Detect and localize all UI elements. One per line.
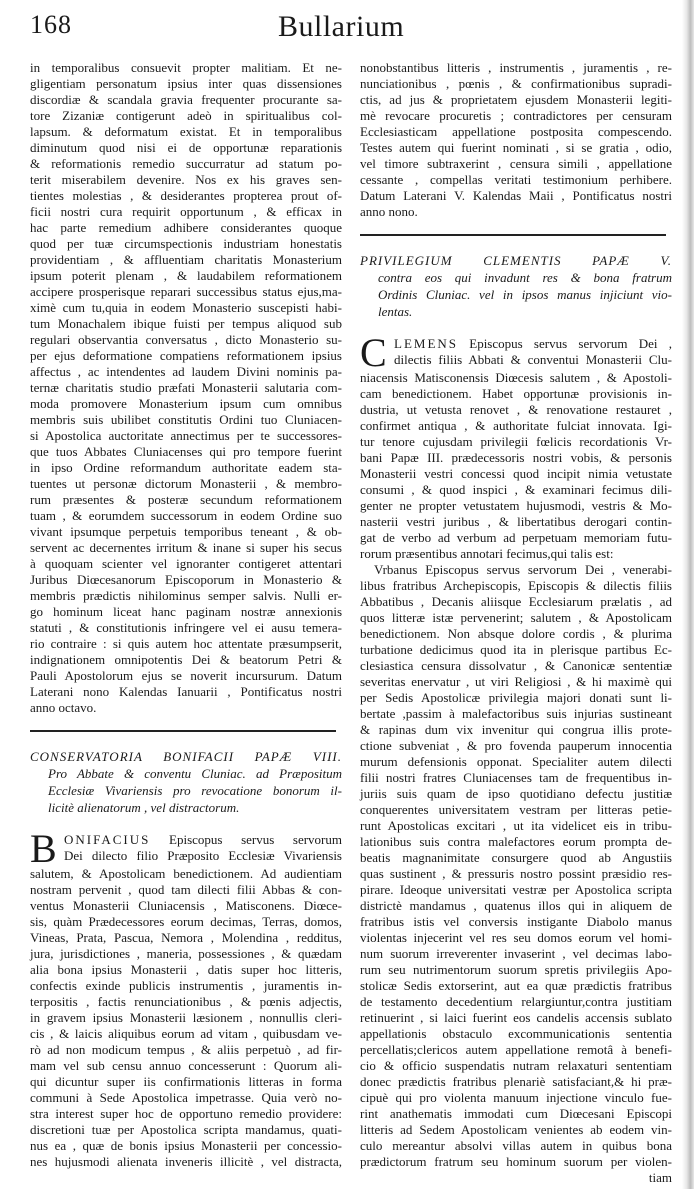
text-line: ternæ charitatis studio præfati Monasterii salutaria com-: [30, 380, 342, 395]
text-line: anno octavo.: [30, 700, 97, 715]
text-line: prædictorum fratrum seu hominum suorum per violen-: [360, 1154, 672, 1169]
text-line: servent ac decernentes irritum & inane si super his secus: [30, 540, 342, 555]
text-line: accipere prosperisque reparari successibus status ejus,ma-: [30, 284, 342, 299]
opening-line-rest: Episcopus servus servorum: [169, 832, 343, 847]
text-line: benedictionem. Non absque dolore cordis , & plurima: [360, 626, 672, 641]
text-line: tuam , & eorumdem successorum in eodem Ordine suo: [30, 508, 342, 523]
section-title-bonifacius: CONSERVATORIA BONIFACII PAPÆ VIII.: [30, 749, 342, 764]
text-line: per Sedis Apostolicæ privilegia majori donati sunt li-: [360, 690, 672, 705]
text-line: Datum Laterani V. Kalendas Maii , Pontificatus nostri: [360, 188, 672, 203]
text-line: tientes molestias , & desiderantes propterea prout of-: [30, 188, 342, 203]
text-line: terpositis , factis renunciationibus , & pœnis adjectis,: [30, 994, 342, 1009]
text-line: [30, 832, 342, 848]
drop-cap: C: [360, 330, 387, 375]
left-column: [30, 60, 342, 1170]
letter-opening-clemens: [360, 330, 673, 375]
text-line: Juribus Diœcesanorum Episcoporum in Monasterio &: [30, 572, 342, 587]
text-line: cis , & laicis aliquibus eorum ad vitam , quibusdam ve-: [30, 1026, 342, 1041]
text-line: nus ea , quæ de bonis ipsius Monasterii per concessio-: [30, 1138, 342, 1153]
text-line: districtè mandamus , quatenus illos qui in aliquem de: [360, 898, 672, 913]
text-line: runt Apostolicas excitari , ut ita videlicet eis in tribu-: [360, 818, 672, 833]
text-line: percellatis;clericos autem appellatione remotâ à benefi-: [360, 1042, 672, 1057]
text-line: tore Zizaniæ contigerunt adeò in spiritualibus col-: [30, 108, 342, 123]
text-line: tur tenore cujusdam privilegii fœlicis recordationis Vr-: [360, 434, 672, 449]
text-line: quos litteræ istæ pervenerint; salutem , & Apostolicam: [360, 610, 672, 625]
text-line: moda promovere Monasterium ipsum cum omnibus: [30, 396, 342, 411]
text-line: filii nostri fratres Cluniacenses tam de frequentibus in-: [360, 770, 672, 785]
text-line: jura, jurisdictiones , maneria, possessiones , & quædam: [30, 946, 342, 961]
text-line: gat de verbo ad verbum ad perpetuam memoriam futu-: [360, 530, 672, 545]
text-line: rum præsentes & posteræ secundum reformationem: [30, 492, 342, 507]
text-line: num suorum irreverenter invaserint , vel decimas labo-: [360, 946, 672, 961]
text-line: Laterani nono Kalendas Ianuarii , Pontificatus nostri: [30, 684, 342, 699]
text-line: murum defensionis opponat. Specialiter autem dilecti: [360, 754, 672, 769]
text-line: juriis suis quam de ipso quotidiano defectu justitiæ: [360, 786, 672, 801]
text-line: per ejus deformatione compatiens reformationem ipsius: [30, 348, 342, 363]
text-line: anno nono.: [360, 204, 418, 219]
subtitle-line: Ordinis Cluniac. vel in ipsos manus injiciunt vio-: [378, 287, 672, 302]
text-line: que tuos Abbates Cluniacenses qui pro tempore fuerint: [30, 444, 342, 459]
section-subtitle-clemens: [360, 269, 672, 320]
text-line: violentas injecerint vel res seu domos eorum vel homi-: [360, 930, 672, 945]
right-continuation-text: [360, 60, 672, 220]
text-line: go hominum liceat hanc paginam nostræ annexionis: [30, 604, 342, 619]
text-line: rorum præsentibus annotari fecimus,qui talis est:: [360, 546, 614, 561]
text-line: turbatione dedicimus quod ita in plerisque partibus Ec-: [360, 642, 672, 657]
text-line: tuentes ut personæ dictorum Monasterii , & membro-: [30, 476, 342, 491]
text-line: ctis, ad jus & proprietatem ejusdem Monasterii legiti-: [360, 92, 672, 107]
page-number: 168: [30, 10, 72, 39]
letter-body-bonifacius: [30, 866, 342, 1170]
text-line: ximè cum tu,quia in eodem Monasterio suscepisti habi-: [30, 300, 342, 315]
text-line: discretioni tuæ per Apostolica scripta mandamus, quati-: [30, 1122, 342, 1137]
text-line: indignationem omnipotentis Dei & beatorum Petri &: [30, 652, 342, 667]
text-line: retinuerint , si laici fuerint eos candelis accensis sublato: [360, 1010, 672, 1025]
text-line: Dei dilecto filio Præposito Ecclesiæ Vivariensis: [64, 848, 342, 863]
text-line: lapsum. & deformatum existat. Et in temporalibus: [30, 124, 342, 139]
text-line: in temporalibus consuevit propter malitiam. Et ne-: [30, 60, 342, 75]
page-header: [30, 8, 650, 48]
text-line: stra interest super hoc de opportuno remedio providere:: [30, 1106, 342, 1121]
text-line: nostram pervenit , quod tam dilecti filii Abbas & con-: [30, 882, 342, 897]
subtitle-line: Pro Abbate & conventu Cluniac. ad Præpositum: [48, 766, 342, 781]
text-line: beatis magnanimitate consurgere quod ab Angustiis: [360, 850, 672, 865]
text-line: membris prædictis nihilominus semper salvis. Nulli er-: [30, 588, 342, 603]
text-line: cam benedictionem. Habet opportunæ provisionis in-: [360, 386, 672, 401]
text-line: & reformationis remedio succurratur ad statum po-: [30, 156, 342, 171]
text-line: mam vel sub censu annuo concesserunt : Quorum ali-: [30, 1058, 342, 1073]
text-line: donec prædictis fratribus plenariè satisfaciant,& hi præ-: [360, 1074, 672, 1089]
text-line: quas sustinent , & pressuris nostro possint præsidio res-: [360, 866, 672, 881]
opening-line-rest: Episcopus servus servorum Dei ,: [469, 336, 673, 351]
text-line: statuti , & constitutionis infringere vel ei ausu temera-: [30, 620, 342, 635]
text-line: Ecclesiasticam appellatione postposita compescendo.: [360, 124, 672, 139]
text-line: salutem, & Apostolicam benedictionem. Ad audientiam: [30, 866, 342, 881]
text-line: providentiam , & affluentiam charitatis Monasterium: [30, 252, 342, 267]
text-line: Testes autem qui fuerint nominati , si se gratia , odio,: [360, 140, 672, 155]
text-line: confirmet antiqua , & authoritate fulciat innovata. Igi-: [360, 418, 672, 433]
text-line: ventus Monasterii Cluniacensis , Matisconens. Diœce-: [30, 898, 342, 913]
text-line: rio contraire : si quis autem hoc attentate præsumpserit,: [30, 636, 342, 651]
text-line: bertate ,passim à malefactoribus suis injurias sustineant: [360, 706, 672, 721]
text-line: vel timore subtraxerint , censura simili , appellatione: [360, 156, 672, 171]
subtitle-line: Ecclesiæ Vivariensis pro revocatione bonorum il-: [48, 783, 342, 798]
text-line: litteris ad Sedem Apostolicam venientes ab eodem vin-: [360, 1122, 672, 1137]
text-line: vivant ipsumque perpetuis temporibus teneant , & ob-: [30, 524, 342, 539]
text-line: si Apostolica auctoritate annectimus per te successores-: [30, 428, 342, 443]
text-line: à quoquam scienter vel ignoranter contigeret attentari: [30, 556, 342, 571]
text-line: consumi , & quod inspici , & examinari fecimus dili-: [360, 482, 672, 497]
drop-cap: B: [30, 826, 57, 871]
text-line: nunciationibus , pœnis , & confirmationibus supradi-: [360, 76, 672, 91]
text-line: tum Monachalem ibique fuisti per tempus aliquod sub: [30, 316, 342, 331]
text-line: communi à Sede Apostolica impetrasse. Quia verò no-: [30, 1090, 342, 1105]
opening-word: ONIFACIUS: [64, 832, 151, 847]
text-line: nasterii vestri juribus , & libertatibus derogari contin-: [360, 514, 672, 529]
text-line: rum seu nutrimentorum suorum spretis privilegiis Apo-: [360, 962, 672, 977]
section-title-clemens: PRIVILEGIUM CLEMENTIS PAPÆ V.: [360, 253, 672, 268]
text-line: dilectis filiis Abbati & conventui Monasterii Clu-: [394, 352, 672, 367]
text-line: Abbatibus , Decanis aliisque Ecclesiarum prælatis , ad: [360, 594, 672, 609]
right-column: [360, 60, 672, 1186]
text-line: quod per tuæ circumspectionis industriam honestatis: [30, 236, 342, 251]
section-divider: [30, 730, 336, 732]
text-line: Pauli Apostolorum ejus se noverit incursurum. Datum: [30, 668, 342, 683]
text-line: & rapinas dum vix invenitur qui congrua illis prote-: [360, 722, 672, 737]
text-line: clesiastica censura dissolvatur , & Canonicæ sententiæ: [360, 658, 672, 673]
section-divider: [360, 234, 666, 236]
text-line: libus fratribus Archepiscopis, Episcopis & dilectis filiis: [360, 578, 672, 593]
text-line: rint anathematis immodati cum Diœcesani Episcopi: [360, 1106, 672, 1121]
text-line: membris suis ubilibet constitutis Ordini tuo Cluniacen-: [30, 412, 342, 427]
text-line: terit miserabilem devenire. Nos ex his graves sen-: [30, 172, 342, 187]
text-line: gligentiam personatum ipsius inter quas dissensiones: [30, 76, 342, 91]
text-line: regulari observantia conversatus , dicto Monasterio su-: [30, 332, 342, 347]
text-line: de testamento decedentium relargiuntur,contra justitiam: [360, 994, 672, 1009]
letter-body-clemens: [360, 370, 672, 562]
text-line: ctione subveniat , & pro fovenda pauperum innocentia: [360, 738, 672, 753]
text-line: conquerentes universitatem vestram per litteras petie-: [360, 802, 672, 817]
catchword: tiam: [648, 1170, 672, 1185]
text-line: Monasterii vestri concessi quod incipit nimia vetustate: [360, 466, 672, 481]
text-line: pirare. Ideoque universitati vestræ per Apostolica scripta: [360, 882, 672, 897]
text-line: severitas enervatur , ut viri Religiosi , & hi maximè qui: [360, 674, 672, 689]
text-line: sis, quàm Prædecessores eorum decimas, Terras, domos,: [30, 914, 342, 929]
text-line: discordiæ & scandala gravia frequenter procurante sa-: [30, 92, 342, 107]
text-line: in gravem ipsius Monasterii læsionem , nonnullis cleri-: [30, 1010, 342, 1025]
text-line: nes hujusmodi alienata inveneris illicitè , vel distracta,: [30, 1154, 342, 1169]
page-edge-shadow: [682, 0, 694, 1189]
text-line: in ipso Ordine reformandum authoritate eadem sta-: [30, 460, 342, 475]
text-line: [360, 336, 672, 352]
text-line: dustria, ut vetusta renovet , & renovatione restauret ,: [360, 402, 672, 417]
text-line: cipuè qui pro violenta manuum injectione vinculo fue-: [360, 1090, 672, 1105]
text-line: lationibus suis contra malefactores eorum prompta de-: [360, 834, 672, 849]
text-line: hac parte remedium adhibere considerantes quoque: [30, 220, 342, 235]
text-line: diminutum quod nisi ei de opportunæ reparationis: [30, 140, 342, 155]
letter-opening-bonifacius: [30, 826, 343, 871]
subtitle-line: licitè alienatorum , vel distractorum.: [48, 800, 240, 815]
text-line: stolicæ Sedis extorserint, aut ea quæ prædictis fratribus: [360, 978, 672, 993]
running-title: Bullarium: [278, 10, 405, 43]
text-line: ficii nostri cura requirit opportunum , & efficax in: [30, 204, 342, 219]
text-line: mè revocare procuretis ; contradictores per censuram: [360, 108, 672, 123]
text-line: fratribus istis vel conversis instigante Diabolo manus: [360, 914, 672, 929]
text-line: nonobstantibus litteris , instrumentis , juramentis , re-: [360, 60, 672, 75]
text-line: ipsum poterit plenam , & laudabilem reformationem: [30, 268, 342, 283]
text-line: bani Papæ III. prædecessoris nostri vobis, & personis: [360, 450, 672, 465]
subtitle-line: contra eos qui invadunt res & bona fratrum: [378, 270, 672, 285]
text-line: cio & officio suspendatis nutram relaxaturi sententiam: [360, 1058, 672, 1073]
left-continuation-text: [30, 60, 342, 716]
opening-word: LEMENS: [394, 336, 458, 351]
text-line: alia bona ipsius Monasterii , datis super hoc litteris,: [30, 962, 342, 977]
text-line: qui dicuntur super iis confirmationis litteras in forma: [30, 1074, 342, 1089]
text-line: affectus , ac intendentes ad laudem Divini nominis pa-: [30, 364, 342, 379]
text-line: cessante , compellas veritati testimonium perhibere.: [360, 172, 672, 187]
subtitle-line: lentas.: [378, 304, 413, 319]
text-line: appellationis obstaculo excommunicationis sententia: [360, 1026, 672, 1041]
section-subtitle-bonifacius: [30, 765, 342, 816]
text-line: confectis exinde publicis instrumentis , juramentis in-: [30, 978, 342, 993]
text-line: Vineas, Prata, Pascua, Nemora , Molendina , redditus,: [30, 930, 342, 945]
text-line: genter ne propter vetustatem hujusmodi, vestris & Mo-: [360, 498, 672, 513]
inserted-privilege-urbanus: [360, 562, 672, 1170]
text-line: Vrbanus Episcopus servus servorum Dei , venerabi-: [374, 562, 672, 577]
text-line: niacensis Matisconensis Diœcesis salutem , & Apostoli-: [360, 370, 672, 385]
text-line: culo mereantur absolvi villas autem in quibus bona: [360, 1138, 672, 1153]
text-line: rò ad non modicum tempus , & aliis perpetuò , ad fir-: [30, 1042, 342, 1057]
